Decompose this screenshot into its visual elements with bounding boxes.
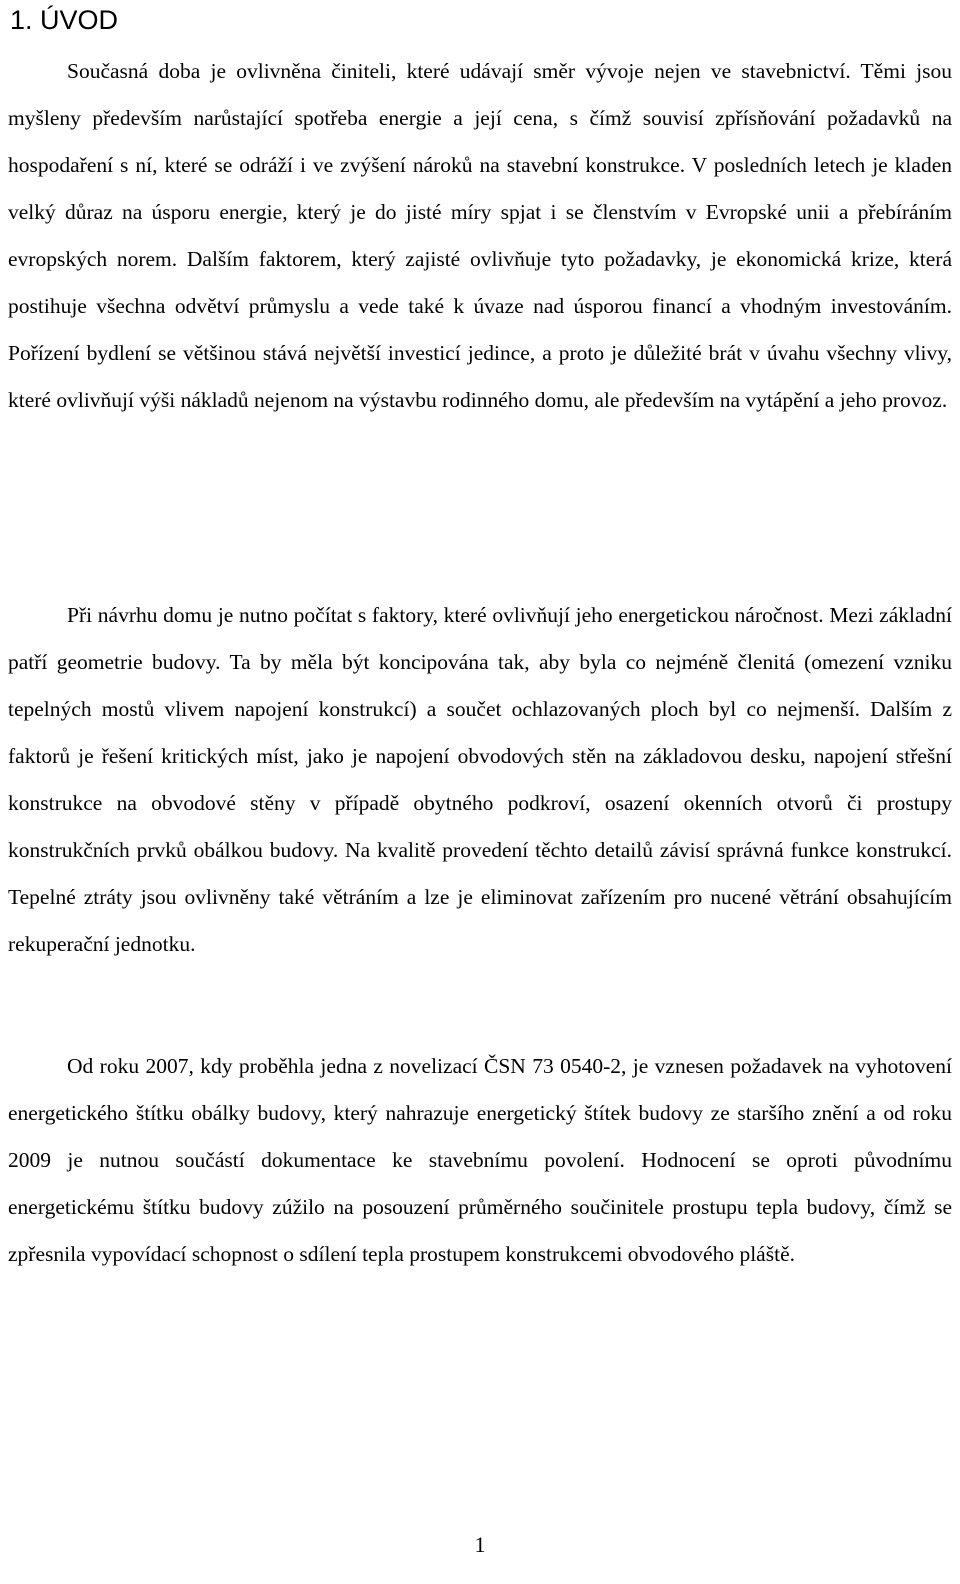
- paragraph-introduction: Současná doba je ovlivněna činiteli, které udávají směr vývoje nejen ve stavebnictví. Těmi jsou myšleny především narůstající spotřeba energie a její cena, s čímž souvisí zpřísňování požadavků na hospodaření s ní, které se odráží i ve zvýšení nároků na stavební konstrukce. V posledních letech je kladen velký důraz na úsporu energie, který je do jisté míry spjat i se členstvím v Evropské unii a přebíráním evropských norem. Dalším faktorem, který zajisté ovlivňuje tyto požadavky, je ekonomická krize, která postihuje všechna odvětví průmyslu a vede také k úvaze nad úsporou financí a vhodným investováním. Pořízení bydlení se většinou stává největší investicí jedince, a proto je důležité brát v úvahu všechny vlivy, které ovlivňují výši nákladů nejenom na výstavbu rodinného domu, ale především na vytápění a jeho provoz.: [8, 59, 952, 412]
- page-number: 1: [474, 1532, 486, 1557]
- paragraph-energy-label: Od roku 2007, kdy proběhla jedna z novelizací ČSN 73 0540-2, je vznesen požadavek na vyhotovení energetického štítku obálky budovy, který nahrazuje energetický štítek budovy ze staršího znění a od roku 2009 je nutnou součástí dokumentace ke stavebnímu povolení. Hodnocení se oproti původnímu energetickému štítku budovy zúžilo na posouzení průměrného součinitele prostupu tepla budovy, čímž se zpřesnila vypovídací schopnost o sdílení tepla prostupem konstrukcemi obvodového pláště.: [8, 1054, 952, 1266]
- section-heading: 1. ÚVOD: [10, 5, 119, 35]
- paragraph-design-factors: Při návrhu domu je nutno počítat s faktory, které ovlivňují jeho energetickou náročnost. Mezi základní patří geometrie budovy. Ta by měla být koncipována tak, aby byla co nejméně členitá (omezení vzniku tepelných mostů vlivem napojení konstrukcí) a součet ochlazovaných ploch byl co nejmenší. Dalším z faktorů je řešení kritických míst, jako je napojení obvodových stěn na základovou desku, napojení střešní konstrukce na obvodové stěny v případě obytného podkroví, osazení okenních otvorů či prostupy konstrukčních prvků obálkou budovy. Na kvalitě provedení těchto detailů závisí správná funkce konstrukcí. Tepelné ztráty jsou ovlivněny také větráním a lze je eliminovat zařízením pro nucené větrání obsahujícím rekuperační jednotku.: [8, 603, 952, 956]
